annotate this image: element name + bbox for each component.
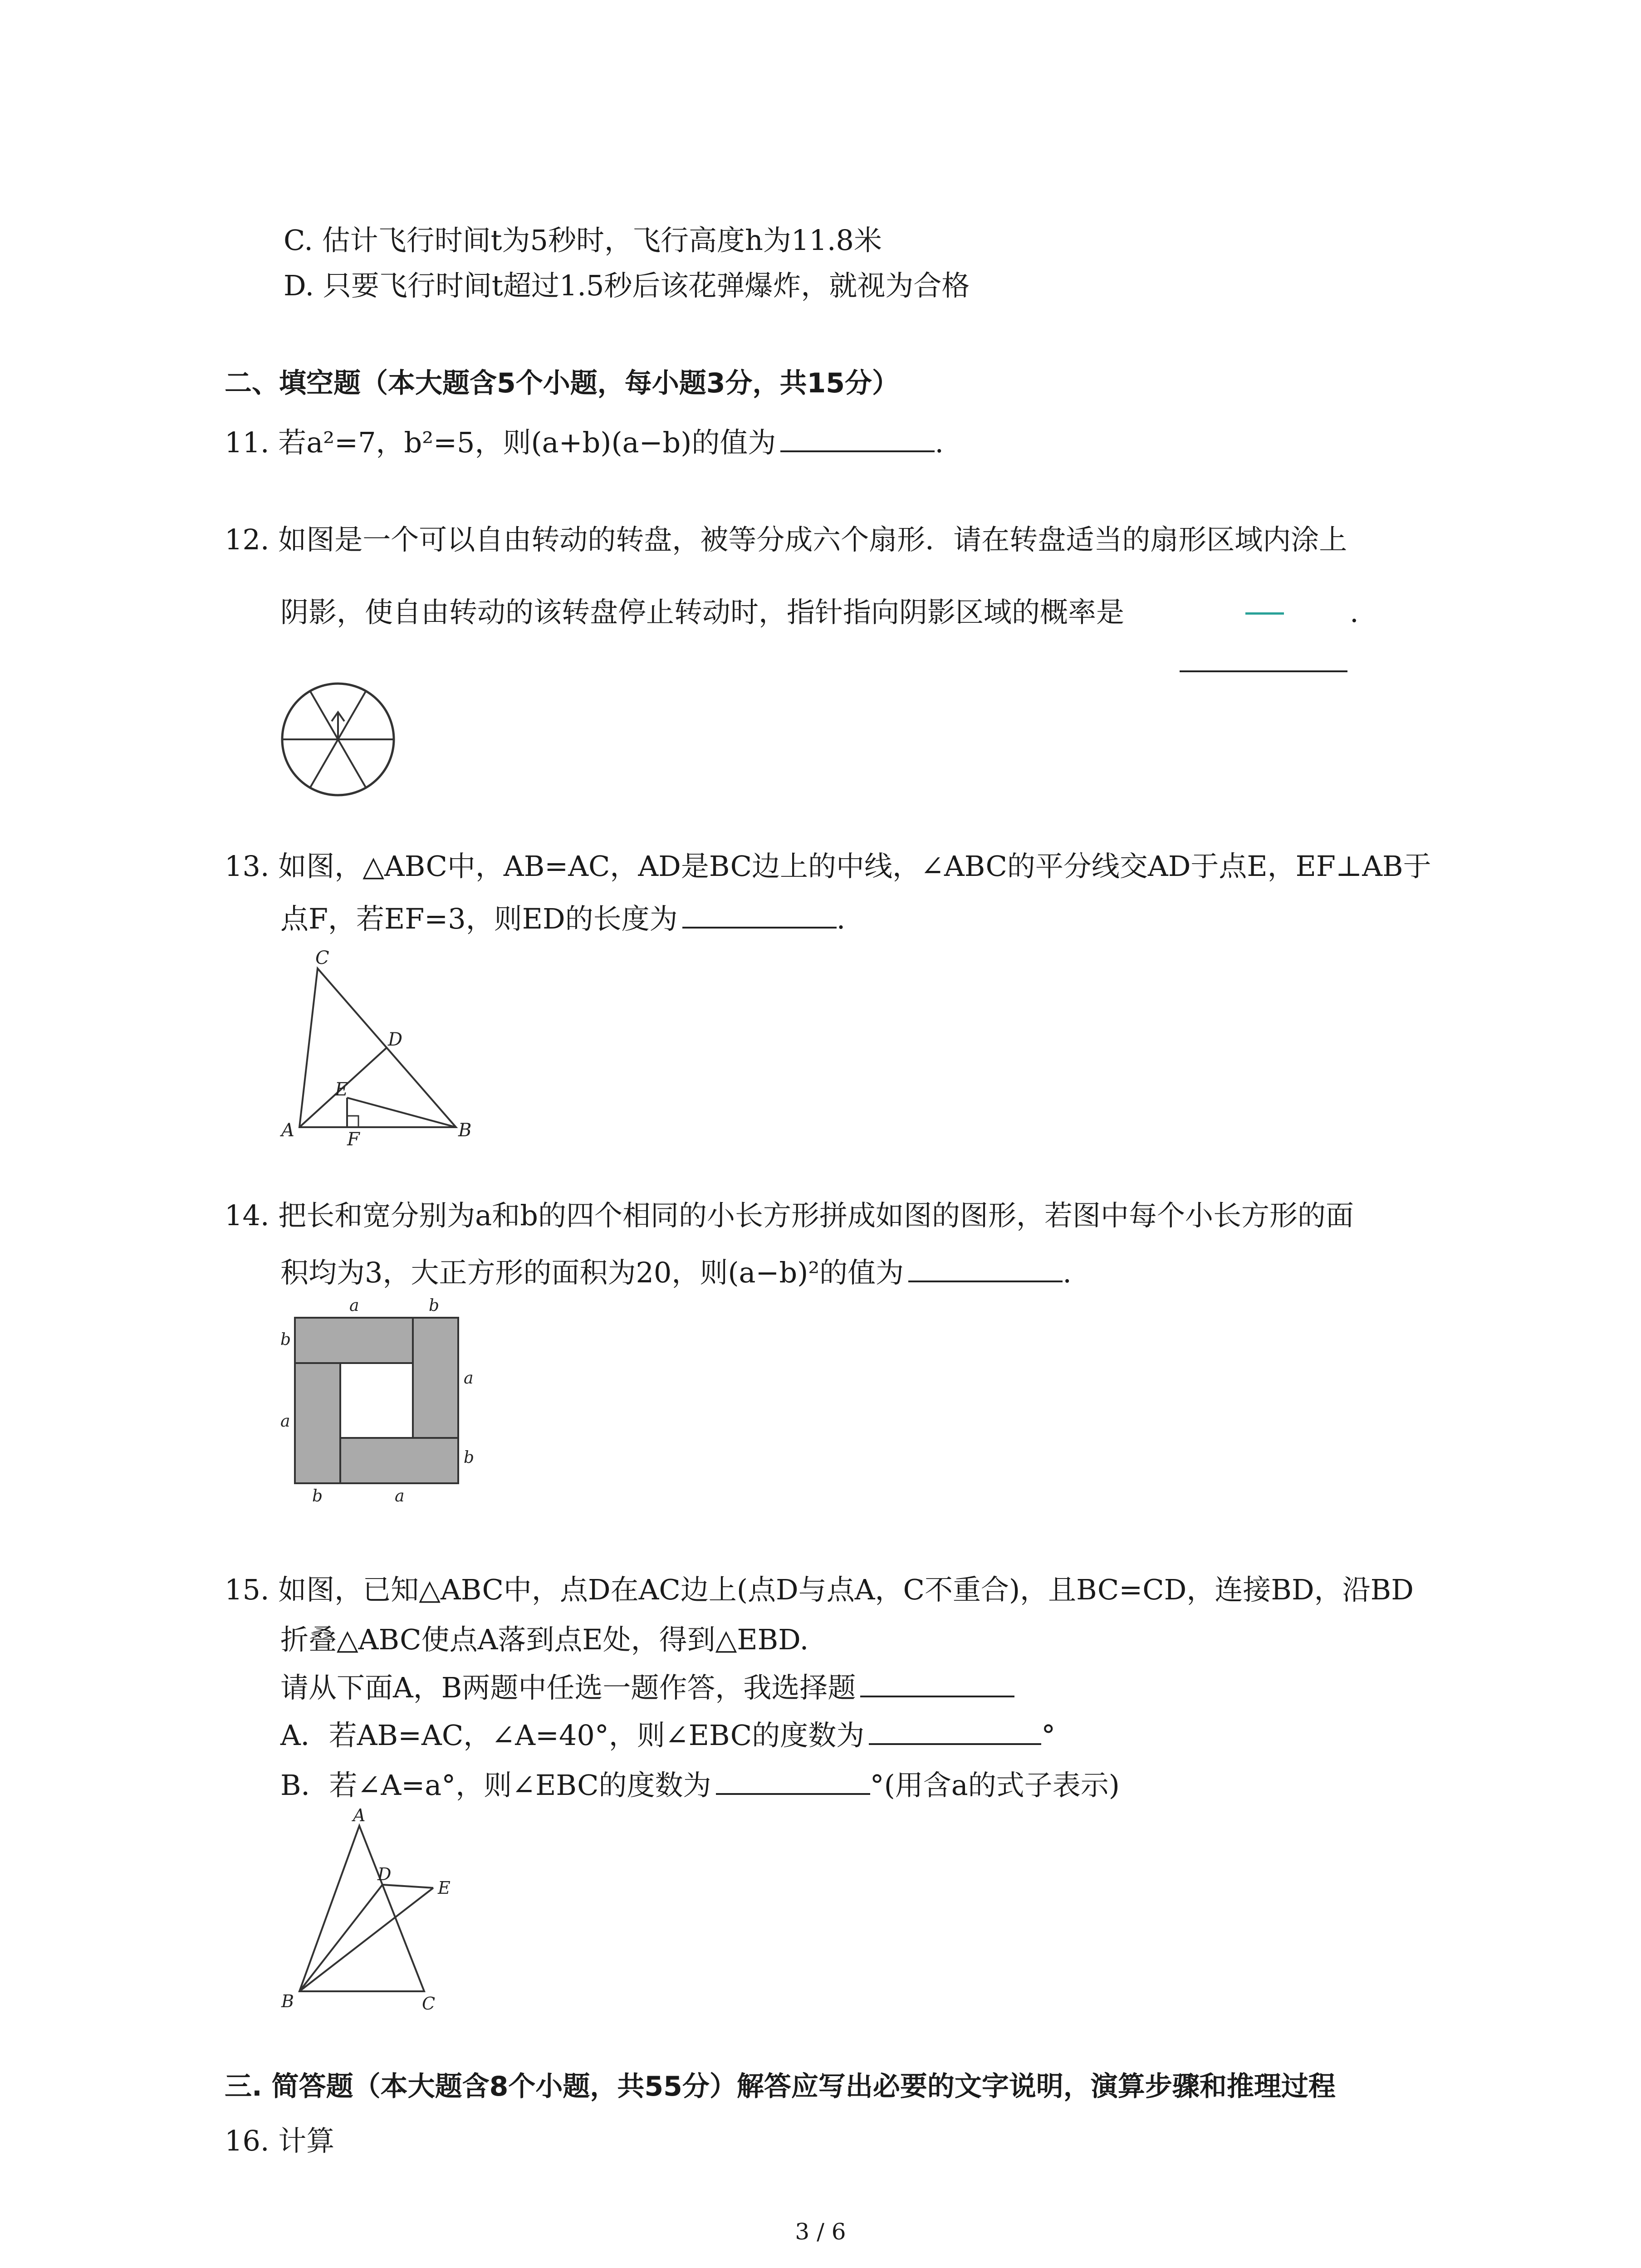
q13-line1: 13. 如图，△ABC中，AB=AC，AD是BC边上的中线，∠ABC的平分线交AD于点E，EF⊥AB于 (225, 850, 1431, 883)
fraction-bar (1245, 612, 1284, 615)
q15-line2: 折叠△ABC使点A落到点E处，得到△EBD. (280, 1623, 809, 1656)
triangle-abc-figure (272, 943, 481, 1150)
q12-line2: 阴影，使自由转动的该转盘停止转动时，指针指向阴影区域的概率是 (280, 596, 1125, 629)
label-c: C (422, 1994, 436, 2014)
rectangle-top (295, 1318, 413, 1363)
answer-blank (682, 900, 837, 929)
folding-triangle-figure (272, 1805, 499, 2019)
label-top-b: b (429, 1296, 440, 1315)
answer-blank (860, 1669, 1014, 1697)
label-d: D (377, 1864, 392, 1884)
spinner-figure (279, 680, 397, 798)
label-f: F (347, 1129, 360, 1150)
bisector-be (347, 1098, 456, 1127)
q13-line2: 点F，若EF=3，则ED的长度为 . (280, 900, 845, 937)
rectangle-left (295, 1363, 340, 1483)
label-right-a: a (464, 1369, 474, 1388)
q15-line1: 15. 如图，已知△ABC中，点D在AC边上(点D与点A，C不重合)，且BC=CD，连接BD，沿BD (225, 1573, 1414, 1606)
label-a: A (281, 1120, 294, 1141)
q16-text: 16. 计算 (225, 2124, 335, 2157)
answer-blank (908, 1254, 1063, 1282)
answer-blank (716, 1767, 870, 1795)
label-d: D (388, 1029, 403, 1050)
triangle-abc (299, 968, 456, 1127)
section2-heading: 二、填空题（本大题含5个小题，每小题3分，共15分） (225, 367, 899, 399)
label-right-b: b (464, 1448, 475, 1467)
label-bottom-b: b (312, 1487, 323, 1505)
label-e: E (335, 1079, 348, 1100)
label-bottom-a: a (395, 1487, 405, 1505)
q15-line5: B．若∠A=a°，则∠EBC的度数为 °(用含a的式子表示) (280, 1767, 1120, 1804)
segment-bd (299, 1885, 382, 1991)
inner-square (340, 1363, 413, 1438)
label-b: B (458, 1120, 472, 1141)
square-rectangles-figure (272, 1297, 499, 1506)
q10-option-c: C. 估计飞行时间t为5秒时，飞行高度h为11.8米 (284, 224, 882, 257)
answer-blank (780, 424, 935, 452)
q15-line4: A．若AB=AC，∠A=40°，则∠EBC的度数为 ° (280, 1717, 1055, 1754)
label-top-a: a (349, 1296, 359, 1315)
answer-blank (1180, 670, 1347, 672)
label-left-b: b (280, 1330, 291, 1349)
label-c: C (315, 948, 329, 968)
answer-blank (869, 1717, 1041, 1745)
label-b: B (281, 1991, 294, 2011)
q11-text: 11. 若a²=7，b²=5，则(a+b)(a−b)的值为 . (225, 424, 944, 461)
rectangle-bottom (340, 1438, 458, 1483)
segment-de (382, 1885, 433, 1888)
q10-option-d: D. 只要飞行时间t超过1.5秒后该花弹爆炸，就视为合格 (284, 269, 970, 302)
section3-heading: 三. 简答题（本大题含8个小题，共55分）解答应写出必要的文字说明，演算步骤和推理过程 (225, 2071, 1336, 2102)
label-left-a: a (280, 1412, 290, 1431)
q14-line1: 14. 把长和宽分别为a和b的四个相同的小长方形拼成如图的图形，若图中每个小长方形的面 (225, 1199, 1354, 1232)
label-e: E (438, 1878, 451, 1898)
label-a: A (353, 1805, 366, 1825)
rectangle-right (413, 1318, 458, 1438)
segment-be (299, 1888, 433, 1991)
right-angle-mark (347, 1116, 358, 1127)
q12-line1: 12. 如图是一个可以自由转动的转盘，被等分成六个扇形．请在转盘适当的扇形区域内涂上 (225, 523, 1347, 556)
q12-end: . (1350, 596, 1359, 629)
q14-line2: 积均为3，大正方形的面积为20，则(a−b)²的值为 . (280, 1254, 1072, 1291)
q15-line3: 请从下面A，B两题中任选一题作答，我选择题 (280, 1669, 1014, 1706)
page-number: 3 / 6 (795, 2219, 846, 2245)
